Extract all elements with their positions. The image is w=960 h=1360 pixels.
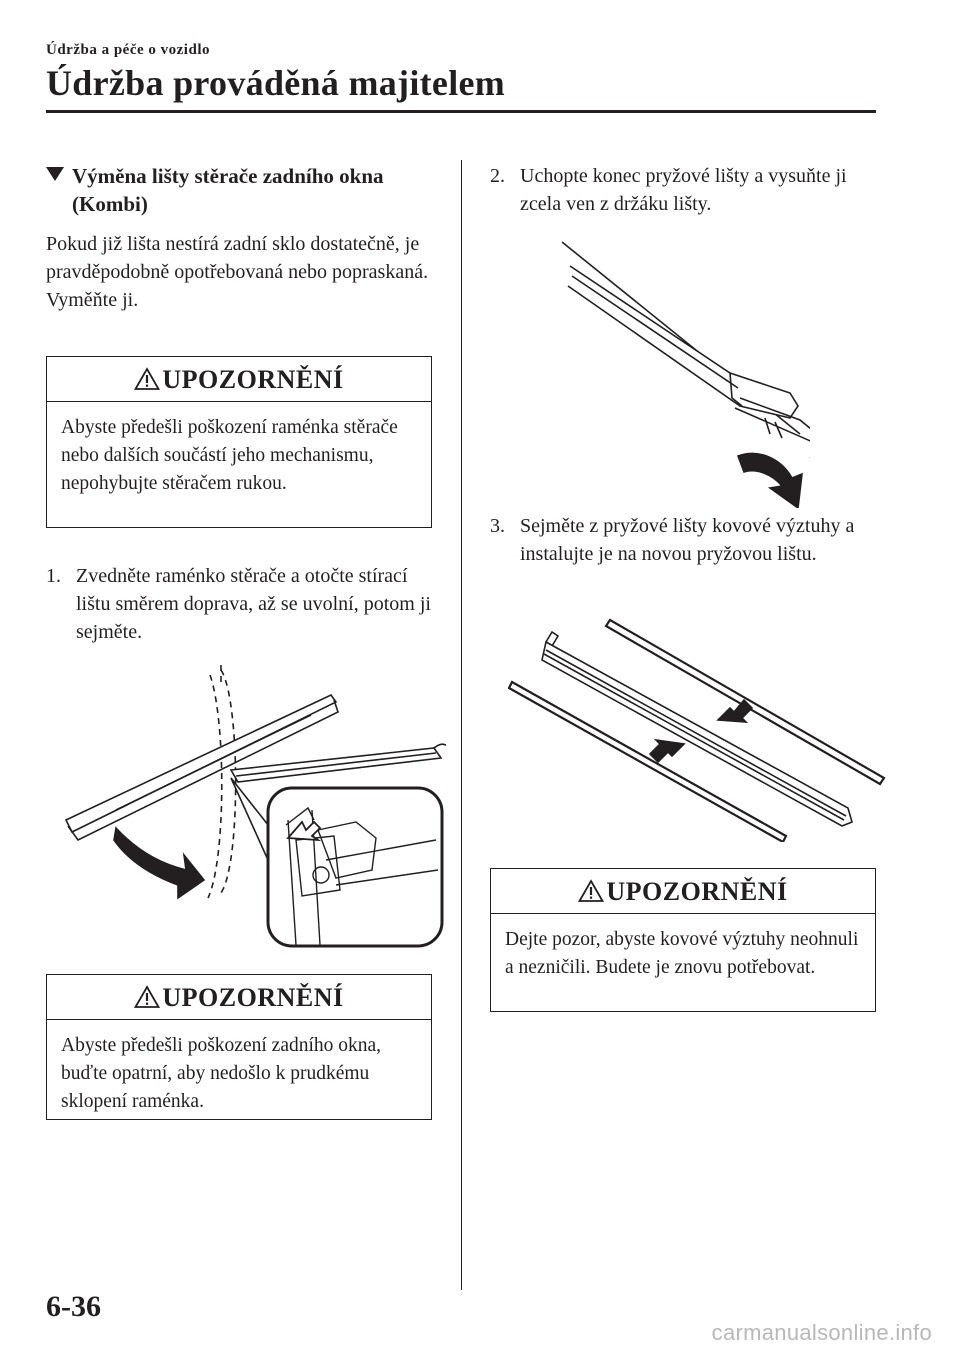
caution-text: Dejte pozor, abyste kovové výztuhy neohnuli a nezničili. Budete je znovu potřebovat. — [505, 929, 859, 978]
warning-triangle-icon — [134, 985, 160, 1009]
caution-box-2 — [46, 974, 432, 1120]
caution-header — [47, 357, 431, 402]
triangle-down-icon — [46, 167, 64, 181]
caution-label: UPOZORNĚNÍ — [162, 365, 344, 394]
intro-paragraph: Pokud již lišta nestírá zadní sklo dostatečně, je pravděpodobně opotřebovaná nebo popraskaná. Vyměňte ji. — [46, 233, 429, 311]
warning-triangle-icon — [578, 879, 604, 903]
caution-text: Abyste předešli poškození raménka stěrače nebo dalších součástí jeho mechanismu, nepohybujte stěračem rukou. — [61, 417, 398, 494]
watermark: carmanualsonline.info — [711, 1320, 932, 1345]
title-rule — [46, 110, 876, 113]
section-heading — [46, 162, 446, 218]
step-text: Sejměte z pryžové lišty kovové výztuhy a instalujte je na novou pryžovou lištu. — [520, 515, 855, 565]
step-1 — [46, 562, 436, 646]
running-head: Údržba a péče o vozidlo — [46, 42, 210, 58]
step-text: Uchopte konec pryžové lišty a vysuňte ji zcela ven z držáku lišty. — [520, 165, 847, 215]
caution-header — [491, 869, 875, 914]
section-heading-line2: (Kombi) — [72, 192, 148, 216]
caution-label: UPOZORNĚNÍ — [162, 983, 344, 1012]
step-2 — [490, 162, 880, 218]
step-number: 2. — [490, 165, 505, 187]
step-3 — [490, 512, 880, 568]
page-title: Údržba prováděná majitelem — [46, 63, 506, 103]
caution-header — [47, 975, 431, 1020]
illustration-metal-stiffeners — [508, 612, 888, 842]
caution-label: UPOZORNĚNÍ — [606, 877, 788, 906]
warning-triangle-icon — [134, 367, 160, 391]
illustration-rubber-slide-out — [560, 238, 810, 508]
column-divider — [461, 160, 462, 1290]
page-number: 6-36 — [46, 1290, 101, 1323]
caution-box-1 — [46, 356, 432, 528]
caution-box-3 — [490, 868, 876, 1012]
step-text: Zvedněte raménko stěrače a otočte stírací lištu směrem doprava, až se uvolní, potom ji sejměte. — [76, 565, 431, 643]
caution-text: Abyste předešli poškození zadního okna, buďte opatrní, aby nedošlo k prudkému sklopení raménka. — [61, 1035, 382, 1112]
section-heading-line1: Výměna lišty stěrače zadního okna — [72, 164, 384, 188]
step-number: 3. — [490, 515, 505, 537]
step-number: 1. — [46, 565, 61, 587]
illustration-wiper-removal — [56, 660, 446, 952]
